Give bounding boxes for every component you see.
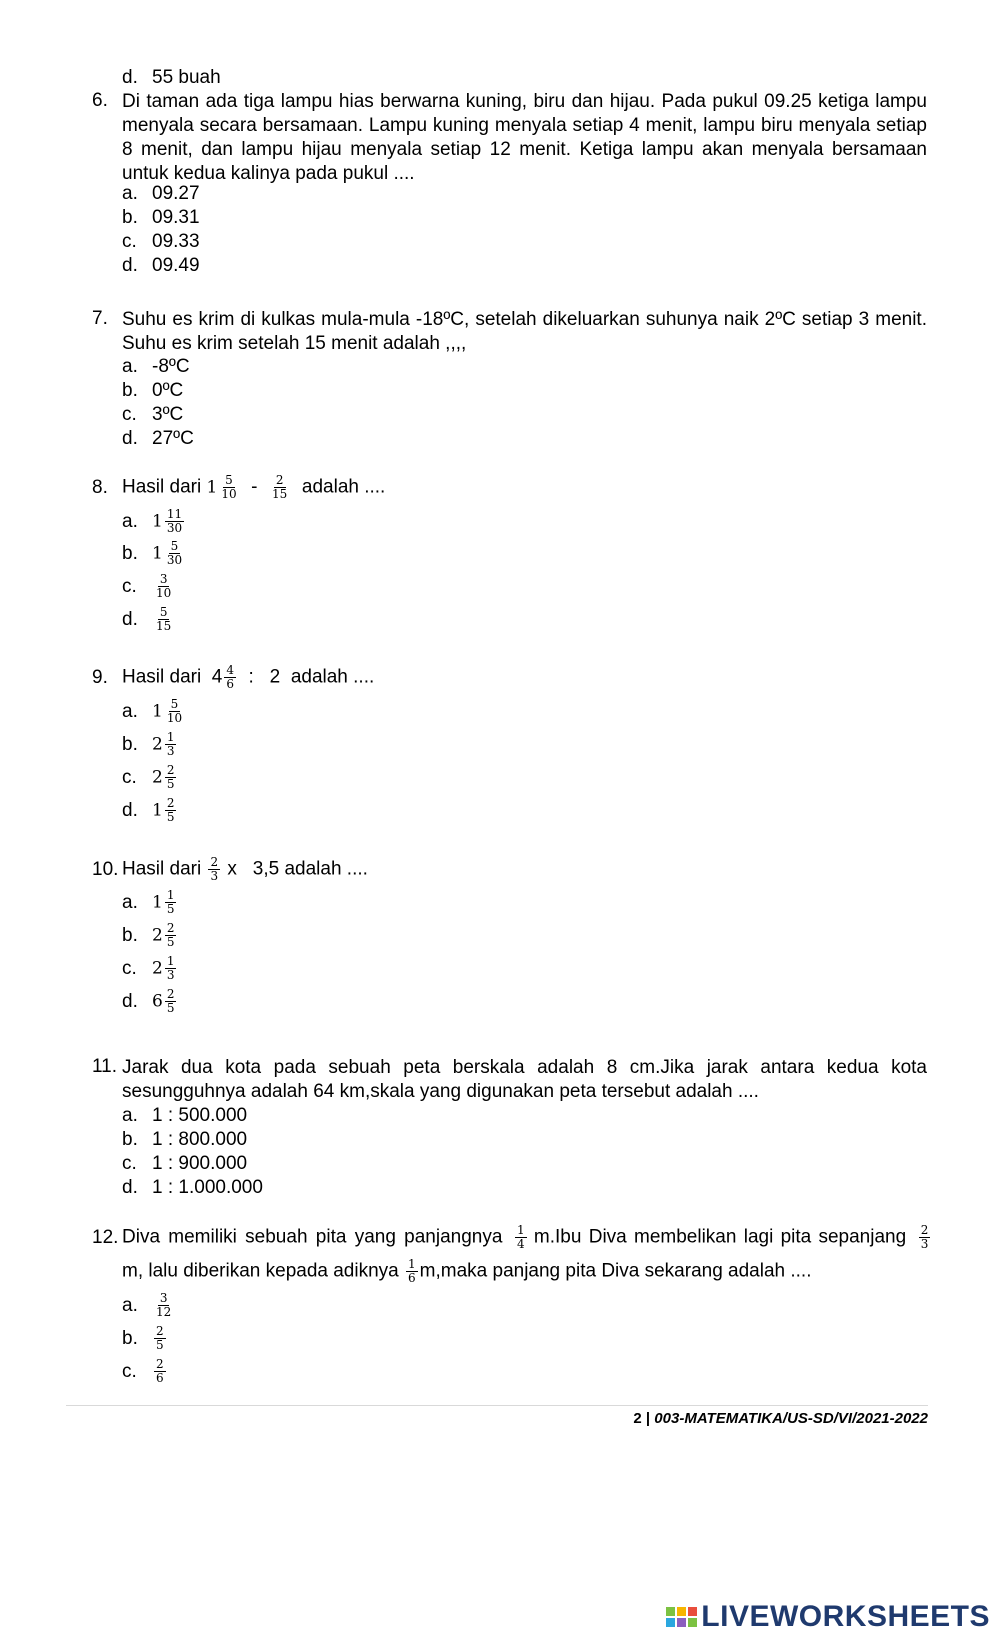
question-12-line-2: m, lalu diberikan kepada adiknya $\frac{1}{6}$ m,maka panjang pita Diva sekarang adalah ....: [122, 1257, 812, 1285]
q10-option-a[interactable]: a. 1 $\frac{1}{5}$: [122, 888, 175, 916]
question-6: [92, 90, 927, 186]
q7-option-c[interactable]: c. 3ºC: [122, 404, 184, 425]
q12-option-a[interactable]: a. $\frac{3}{12}$: [122, 1291, 172, 1319]
question-12: 12. Diva memiliki sebuah pita yang panjangnya $\frac{1}{4}$ m.Ibu Diva membelikan lagi pita sepanjang $\frac{2}{3}$: [92, 1223, 929, 1251]
fraction: $\frac{2}{5}$: [166, 921, 175, 949]
question-8: 8. Hasil dari 1 $\frac{5}{10}$ - $\frac{2}{15}$ adalah ....: [92, 473, 386, 501]
fraction: $\frac{4}{6}$: [226, 663, 234, 691]
question-text: Di taman ada tiga lampu hias berwarna kuning, biru dan hijau. Pada pukul 09.25 ketiga lampu menyala secara bersamaan. Lampu kuning menyala setiap 4 menit, lampu biru menyala setiap 8 menit, dan lampu hijau menyala setiap 12 menit. Ketiga lampu akan menyala bersamaan untuk kedua kalinya pada pukul ....: [122, 91, 927, 184]
question-number: 6.: [92, 90, 108, 111]
q6-option-b[interactable]: b. 09.31: [122, 207, 200, 228]
q8-option-b[interactable]: b. 1 $\frac{5}{30}$: [122, 539, 183, 567]
q9-option-c[interactable]: c. 2 $\frac{2}{5}$: [122, 763, 175, 791]
page-number: 2: [633, 1410, 642, 1427]
question-number: 8.: [92, 476, 108, 498]
q11-option-c[interactable]: c. 1 : 900.000: [122, 1153, 248, 1174]
fraction: $\frac{2}{3}$: [920, 1223, 929, 1251]
q9-option-a[interactable]: a. 1 $\frac{5}{10}$: [122, 697, 183, 725]
fraction: $\frac{3}{12}$: [156, 1291, 172, 1319]
q11-option-b[interactable]: b. 1 : 800.000: [122, 1129, 248, 1150]
fraction: $\frac{1}{5}$: [166, 888, 175, 916]
fraction: $\frac{2}{6}$: [156, 1357, 164, 1385]
question-number: 10.: [92, 858, 119, 880]
fraction: $\frac{5}{10}$: [221, 473, 237, 501]
option-d-prev: d. 55 buah: [122, 67, 221, 88]
q10-option-d[interactable]: d. 6 $\frac{2}{5}$: [122, 987, 175, 1015]
logo-text: LIVEWORKSHEETS: [701, 1600, 990, 1633]
question-text: Suhu es krim di kulkas mula-mula -18ºC, setelah dikeluarkan suhunya naik 2ºC setiap 3 menit. Suhu es krim setelah 15 menit adalah ,,,,: [122, 309, 927, 354]
fraction: $\frac{2}{5}$: [166, 987, 175, 1015]
fraction: $\frac{5}{30}$: [166, 539, 183, 567]
q12-option-c[interactable]: c. $\frac{2}{6}$: [122, 1357, 164, 1385]
fraction: $\frac{2}{5}$: [156, 1324, 164, 1352]
q9-option-d[interactable]: d. 1 $\frac{2}{5}$: [122, 796, 175, 824]
q8-option-a[interactable]: a. 1 $\frac{11}{30}$: [122, 507, 183, 535]
q9-option-b[interactable]: b. 2 $\frac{1}{3}$: [122, 730, 175, 758]
q10-option-c[interactable]: c. 2 $\frac{1}{3}$: [122, 954, 175, 982]
fraction: $\frac{2}{5}$: [166, 796, 175, 824]
fraction: $\frac{5}{10}$: [166, 697, 183, 725]
footer-divider: [66, 1405, 928, 1406]
liveworksheets-logo: [666, 1600, 990, 1634]
fraction: $\frac{2}{3}$: [210, 855, 219, 883]
q10-option-b[interactable]: b. 2 $\frac{2}{5}$: [122, 921, 175, 949]
document-code: 003-MATEMATIKA/US-SD/VI/2021-2022: [654, 1410, 928, 1427]
question-number: 9.: [92, 666, 108, 688]
q8-option-c[interactable]: c. $\frac{3}{10}$: [122, 572, 172, 600]
q6-option-d[interactable]: d. 09.49: [122, 255, 200, 276]
fraction: $\frac{1}{6}$: [408, 1257, 416, 1285]
question-7: [92, 308, 927, 356]
q12-option-b[interactable]: b. $\frac{2}{5}$: [122, 1324, 164, 1352]
q6-option-a[interactable]: a. 09.27: [122, 183, 200, 204]
fraction: $\frac{2}{15}$: [272, 473, 288, 501]
q8-option-d[interactable]: d. $\frac{5}{15}$: [122, 605, 172, 633]
page-footer: 2 | 003-MATEMATIKA/US-SD/VI/2021-2022: [633, 1410, 928, 1427]
q7-option-b[interactable]: b. 0ºC: [122, 380, 184, 401]
fraction: $\frac{1}{3}$: [166, 730, 175, 758]
q11-option-d[interactable]: d. 1 : 1.000.000: [122, 1177, 263, 1198]
question-9: 9. Hasil dari 4 $\frac{4}{6}$ : 2 adalah ....: [92, 663, 375, 691]
question-text: Jarak dua kota pada sebuah peta berskala adalah 8 cm.Jika jarak antara kedua kota sesungguhnya adalah 64 km,skala yang digunakan peta tersebut adalah ....: [122, 1057, 927, 1102]
fraction: $\frac{1}{4}$: [517, 1223, 525, 1251]
question-number: 11.: [92, 1056, 118, 1077]
fraction: $\frac{5}{15}$: [156, 605, 172, 633]
logo-grid-icon: [666, 1607, 697, 1627]
question-number: 12.: [92, 1226, 119, 1248]
fraction: $\frac{2}{5}$: [166, 763, 175, 791]
fraction: $\frac{3}{10}$: [156, 572, 172, 600]
fraction: $\frac{11}{30}$: [166, 507, 183, 535]
question-11: [92, 1056, 927, 1104]
question-10: 10. Hasil dari $\frac{2}{3}$ x 3,5 adalah ....: [92, 855, 368, 883]
q6-option-c[interactable]: c. 09.33: [122, 231, 200, 252]
q7-option-d[interactable]: d. 27ºC: [122, 428, 194, 449]
q7-option-a[interactable]: a. -8ºC: [122, 356, 190, 377]
q11-option-a[interactable]: a. 1 : 500.000: [122, 1105, 248, 1126]
fraction: $\frac{1}{3}$: [166, 954, 175, 982]
question-number: 7.: [92, 308, 108, 329]
